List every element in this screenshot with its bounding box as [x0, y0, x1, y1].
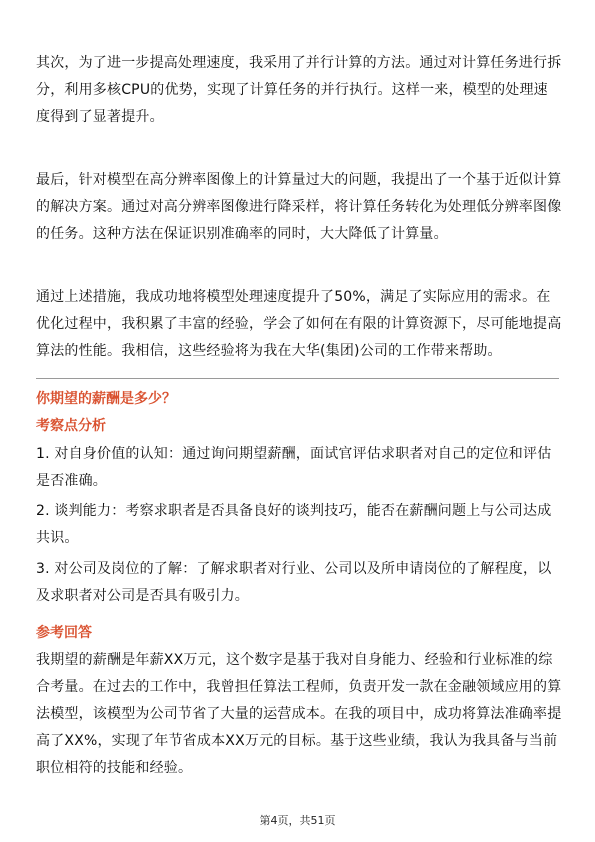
analysis-point-3: 3. 对公司及岗位的了解：了解求职者对行业、公司以及所申请岗位的了解程度，以及求职者对公司是否具有吸引力。 — [36, 561, 552, 604]
analysis-point-2: 2. 谈判能力：考察求职者是否具备良好的谈判技巧，能否在薪酬问题上与公司达成共识。 — [36, 503, 552, 546]
paragraph-results: 通过上述措施，我成功地将模型处理速度提升了50%，满足了实际应用的需求。在优化过程中，我积累了丰富的经验，学会了如何在有限的计算资源下，尽可能地提高算法的性能。我相信，这些经验将为我在大华(集团)公司的工作带来帮助。 — [36, 289, 562, 359]
analysis-point-1: 1. 对自身价值的认知：通过询问期望薪酬，面试官评估求职者对自己的定位和评估是否准确。 — [36, 446, 552, 489]
question-title: 你期望的薪酬是多少？ — [36, 391, 176, 407]
paragraph-approximate-computing: 最后，针对模型在高分辨率图像上的计算量过大的问题，我提出了一个基于近似计算的解决方案。通过对高分辨率图像进行降采样，将计算任务转化为处理低分辨率图像的任务。这种方法在保证识别准确率的同时，大大降低了计算量。 — [36, 172, 562, 242]
analysis-heading: 考察点分析 — [36, 418, 106, 434]
page-number: 第4页，共51页 — [259, 814, 336, 827]
answer-heading: 参考回答 — [36, 625, 92, 641]
paragraph-parallel-computing: 其次，为了进一步提高处理速度，我采用了并行计算的方法。通过对计算任务进行拆分，利用多核CPU的优势，实现了计算任务的并行执行。这样一来，模型的处理速度得到了显著提升。 — [36, 55, 562, 125]
reference-answer: 我期望的薪酬是年薪XX万元，这个数字是基于我对自身能力、经验和行业标准的综合考量。在过去的工作中，我曾担任算法工程师，负责开发一款在金融领域应用的算法模型，该模型为公司节省了大量的运营成本。在我的项目中，成功将算法准确率提高了XX%，实现了年节省成本XX万元的目标。基于这些业绩，我认为我具备与当前职位相符的技能和经验。 — [36, 652, 562, 776]
section-divider — [36, 378, 559, 379]
